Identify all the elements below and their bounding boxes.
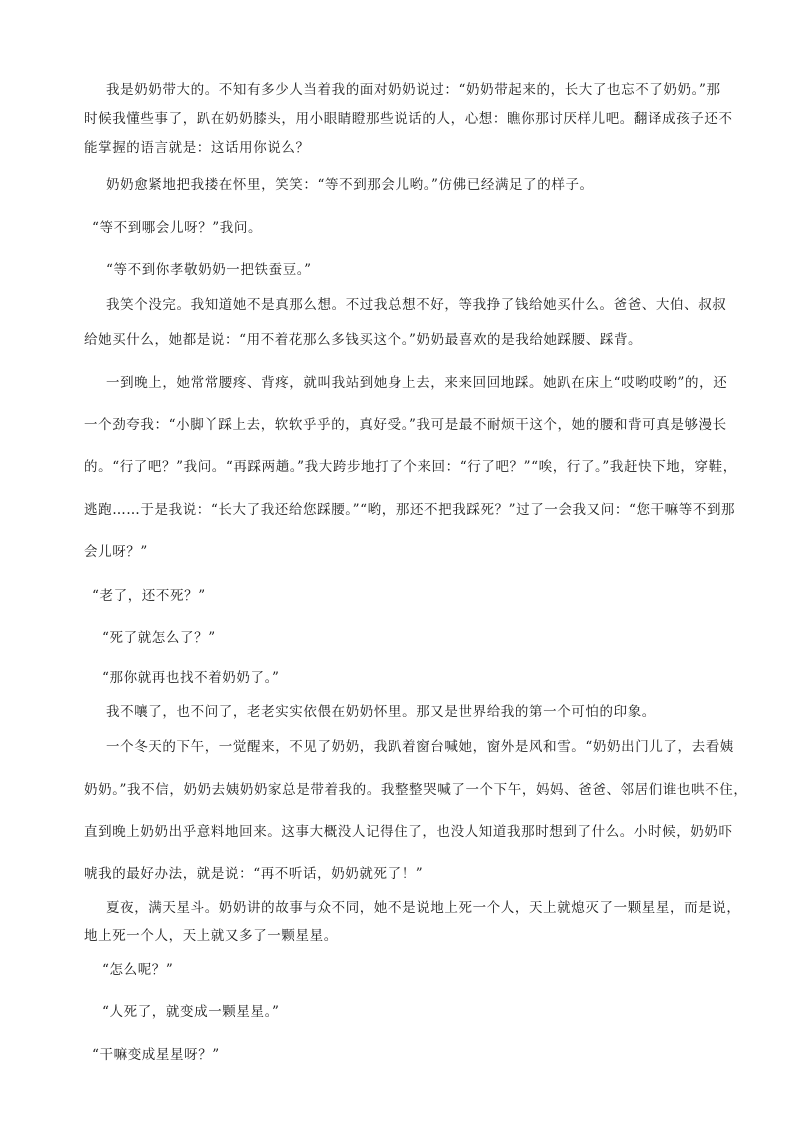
text-line: 给她买什么，她都是说：“用不着花那么多钱买这个。”奶奶最喜欢的是我给她踩腰、踩背。 [84, 332, 643, 348]
text-line: 唬我的最好办法，就是说：“再不听话，奶奶就死了！” [84, 866, 424, 882]
text-line: 地上死一个人，天上就又多了一颗星星。 [84, 928, 338, 944]
text-line: 时候我懂些事了，趴在奶奶膝头，用小眼睛瞪那些说话的人，心想：瞧你那讨厌样儿吧。翻译成孩子还不 [84, 111, 733, 127]
text-line: 我不嚷了，也不问了，老老实实依偎在奶奶怀里。那又是世界给我的第一个可怕的印象。 [106, 704, 656, 720]
text-line: 我是奶奶带大的。不知有多少人当着我的面对奶奶说过：“奶奶带起来的，长大了也忘不了奶奶。”那 [106, 82, 721, 98]
text-line: 一个冬天的下午，一觉醒来，不见了奶奶，我趴着窗台喊她，窗外是风和雪。“奶奶出门儿了，去看姨 [106, 739, 734, 755]
text-line: “怎么呢？” [102, 962, 174, 978]
text-line: “干嘛变成星星呀？” [92, 1047, 220, 1063]
text-line: 直到晚上奶奶出乎意料地回来。这事大概没人记得住了，也没人知道我那时想到了什么。小时候，奶奶吓 [84, 824, 733, 840]
text-line: 会儿呀？” [84, 544, 148, 560]
text-line: 奶奶愈紧地把我搂在怀里，笑笑：“等不到那会儿哟。”仿佛已经满足了的样子。 [106, 177, 594, 193]
text-line: 奶奶。”我不信，奶奶去姨奶奶家总是带着我的。我整整哭喊了一个下午，妈妈、爸爸、邻居们谁也哄不住， [84, 782, 748, 798]
text-line: “死了就怎么了？” [102, 630, 216, 646]
text-line: 逃跑……于是我说：“长大了我还给您踩腰。”“哟，那还不把我踩死？”过了一会我又问：“您干嘛等不到那 [84, 502, 736, 518]
text-line: 的。“行了吧？”我问。“再踩两趟。”我大跨步地打了个来回：“行了吧？”“唉，行了。”我赶快下地，穿鞋， [84, 459, 737, 475]
text-line: “等不到你孝敬奶奶一把铁蚕豆。” [106, 262, 312, 278]
text-line: “人死了，就变成一颗星星。” [102, 1004, 280, 1020]
text-line: 一到晚上，她常常腰疼、背疼，就叫我站到她身上去，来来回回地踩。她趴在床上“哎哟哎哟”的，还 [106, 375, 728, 391]
text-line: “等不到哪会儿呀？”我问。 [92, 220, 263, 236]
text-line: “老了，还不死？” [92, 588, 206, 604]
text-line: “那你就再也找不着奶奶了。” [102, 670, 280, 686]
text-line: 夏夜，满天星斗。奶奶讲的故事与众不同，她不是说地上死一个人，天上就熄灭了一颗星星，而是说， [106, 900, 741, 916]
text-line: 我笑个没完。我知道她不是真那么想。不过我总想不好，等我挣了钱给她买什么。爸爸、大伯、叔叔 [106, 297, 727, 313]
text-line: 能掌握的语言就是：这话用你说么？ [84, 140, 310, 156]
text-line: 一个劲夸我：“小脚丫踩上去，软软乎乎的，真好受。”我可是最不耐烦干这个，她的腰和背可真是够漫长 [84, 417, 727, 433]
